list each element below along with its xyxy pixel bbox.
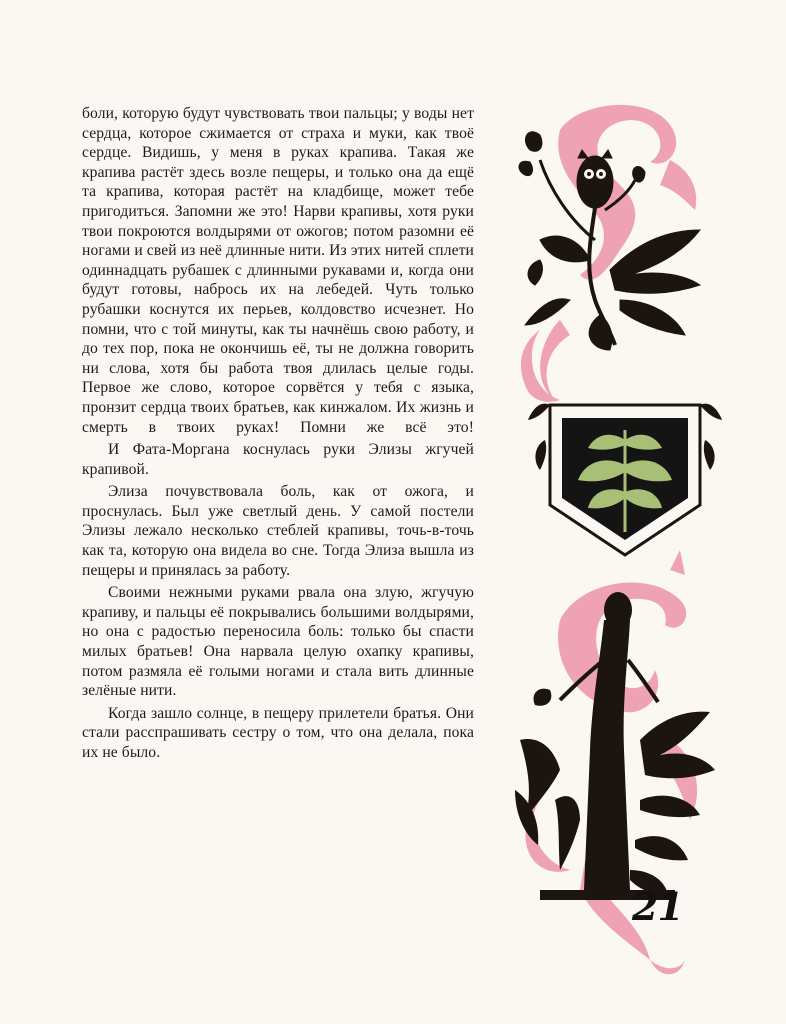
paragraph-5: Когда зашло солнце, в пещеру прилетели братья. Они стали расспрашивать сестру о том, что она делала, пока их не было. <box>82 704 474 761</box>
text-column <box>82 104 474 763</box>
paragraph-2: И Фата-Моргана коснулась руки Элизы жгучей крапивой. <box>82 441 474 478</box>
paragraph-1: боли, которую будут чувствовать твои пальцы; у воды нет сердца, которое сжимается от страха и муки, как твоё сердце. Видишь, у меня в руках крапива. Такая же крапива растёт здесь возле пещеры, и только она да ещё та крапива, которая растёт на кладбище, может тебе пригодиться. Запомни же это! Нарви крапивы, хотя руки твои покроются волдырями от ожогов; потом разомни её ногами и свей из неё длинные нити. Из этих нитей сплети одиннадцать рубашек с длинными рукавами и, когда они будут готовы, набрось их на лебедей. Чуть только рубашки коснутся их перьев, колдовство исчезнет. Но помни, что с той минуты, как ты начнёшь свою работу, и до тех пор, пока не окончишь её, ты не должна говорить ни слова, хотя бы работа твоя длилась целые годы. Первое же слово, которое сорвётся у тебя с языка, пронзит сердца твоих братьев, как кинжалом. Их жизнь и смерть в твоих руках! Помни же всё это! <box>82 105 474 436</box>
girl-silhouette <box>515 592 715 900</box>
ornament-illustration <box>500 100 750 980</box>
paragraph-3: Элиза почувствовала боль, как от ожога, и проснулась. Был уже светлый день. У самой постели Элизы лежало несколько стеблей крапивы, точь-в-точь как та, которую она видела во сне. Тогда Элиза вышла из пещеры и принялась за работу. <box>82 483 474 579</box>
shield-emblem <box>528 404 722 555</box>
paragraph-4: Своими нежными руками рвала она злую, жгучую крапиву, и пальцы её покрывались большими волдырями, но она с радостью переносила боль: только бы спасти милых братьев! Она нарвала целую охапку крапивы, потом размяла её голыми ногами и стала вить длинные зелёные нити. <box>82 584 474 700</box>
page-number: 21 <box>632 884 683 929</box>
decorative-border <box>500 100 750 980</box>
